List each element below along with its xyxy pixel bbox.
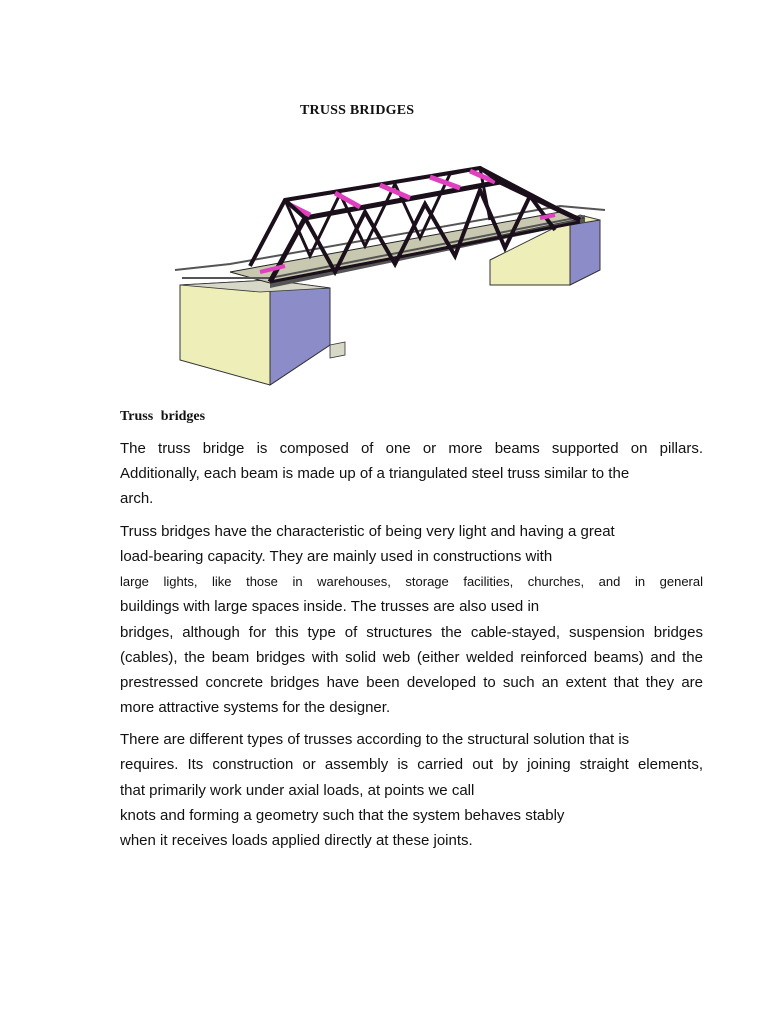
text-line: that primarily work under axial loads, at points we call bbox=[120, 782, 475, 799]
text-line: buildings with large spaces inside. The trusses are also used in bbox=[120, 598, 540, 615]
text-line: arch. bbox=[120, 490, 154, 507]
text-line: The truss bridge is composed of one or more beams supported on pillars. bbox=[120, 440, 703, 457]
text-line: prestressed concrete bridges have been developed to such an extent that they are bbox=[120, 674, 703, 691]
text-line: knots and forming a geometry such that the system behaves stably bbox=[120, 807, 565, 824]
text-line: (cables), the beam bridges with solid web (either welded reinforced beams) and the bbox=[120, 649, 703, 666]
text-line: Additionally, each beam is made up of a triangulated steel truss similar to the bbox=[120, 465, 630, 482]
text-line: when it receives loads applied directly at these joints. bbox=[120, 832, 473, 849]
text-line: more attractive systems for the designer. bbox=[120, 699, 391, 716]
text-line: Truss bridges have the characteristic of being very light and having a great bbox=[120, 523, 615, 540]
section-heading: Truss bridges bbox=[120, 409, 206, 424]
truss-bridge-illustration bbox=[160, 160, 620, 390]
text-line: bridges, although for this type of structures the cable-stayed, suspension bridges bbox=[120, 624, 703, 641]
text-line: load-bearing capacity. They are mainly used in constructions with bbox=[120, 548, 553, 565]
document-title: TRUSS BRIDGES bbox=[300, 103, 415, 118]
text-line: large lights, like those in warehouses, storage facilities, churches, and in general bbox=[120, 574, 703, 589]
text-line: There are different types of trusses according to the structural solution that is bbox=[120, 731, 630, 748]
text-line: requires. Its construction or assembly is carried out by joining straight elements, bbox=[120, 756, 703, 773]
